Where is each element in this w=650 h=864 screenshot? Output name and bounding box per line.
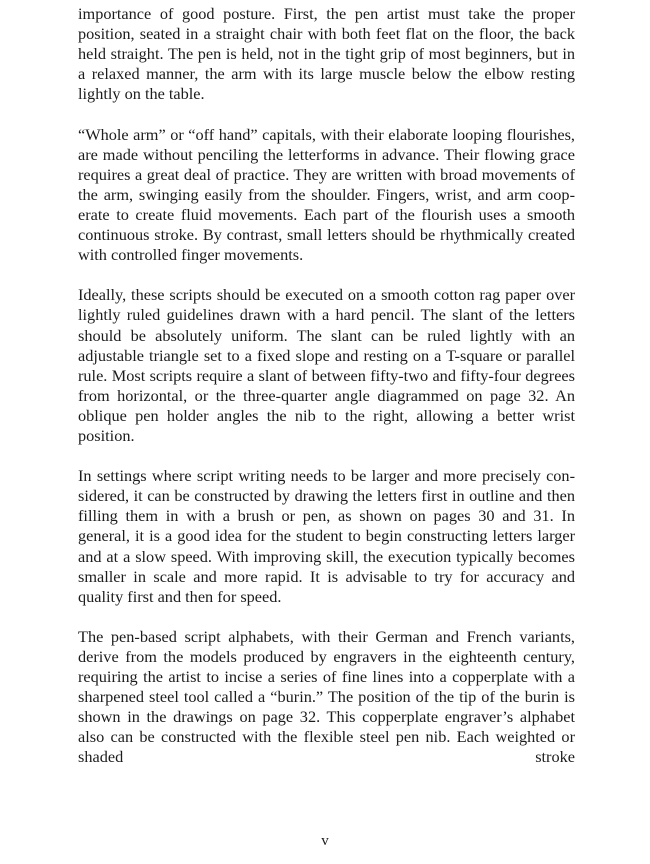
paragraph-posture: importance of good posture. First, the pen artist must take the proper position, seated in a straight chair with both feet flat on the floor, the back held straight. The pen is held, not in the tight grip of most beginners, but in a relaxed manner, the arm with its large muscle below the elbow resting lightly on the table. [78,4,575,104]
paragraph-engravers-alphabet: The pen-based script alphabets, with their German and French variants, derive from the models produced by engravers in the eighteenth century, requiring the artist to incise a series of fine lines into a copperplate with a sharpened steel tool called a “burin.” The position of the tip of the burin is shown in the drawings on page 32. This copperplate engraver’s alphabet also can be constructed with the flexible steel pen nib. Each weighted or shaded stroke [78,626,575,767]
paragraph-constructed-letters: In settings where script writing needs to be larger and more precisely considered, it can be constructed by drawing the letters first in outline and then filling them in with a brush or pen, as shown on pages 30 and 31. In general, it is a good idea for the student to begin constructing letters larger and at a slow speed. With improving skill, the execution typically becomes smaller in scale and more rapid. It is advisable to try for accuracy and quality first and then for speed. [78,466,575,606]
paragraph-whole-arm-capitals: “Whole arm” or “off hand” capitals, with their elaborate looping flourishes, are made without penciling the letterforms in advance. Their flowing grace requires a great deal of practice. They are written with broad movements of the arm, swinging easily from the shoulder. Fingers, wrist, and arm cooperate to create fluid movements. Each part of the flourish uses a smooth continuous stroke. By contrast, small letters should be rhythmically created with controlled finger movements. [78,124,575,265]
page-body [78,4,575,768]
paragraph-paper-and-slant: Ideally, these scripts should be executed on a smooth cotton rag paper over lightly ruled guidelines drawn with a hard pencil. The slant of the letters should be absolutely uniform. The slant can be ruled lightly with an adjustable triangle set to a fixed slope and resting on a T-square or parallel rule. Most scripts require a slant of between fifty-two and fifty-four degrees from horizontal, or the three-quarter angle diagrammed on page 32. An oblique pen holder angles the nib to the right, allowing a better wrist position. [78,285,575,445]
page-number: v [321,833,329,849]
